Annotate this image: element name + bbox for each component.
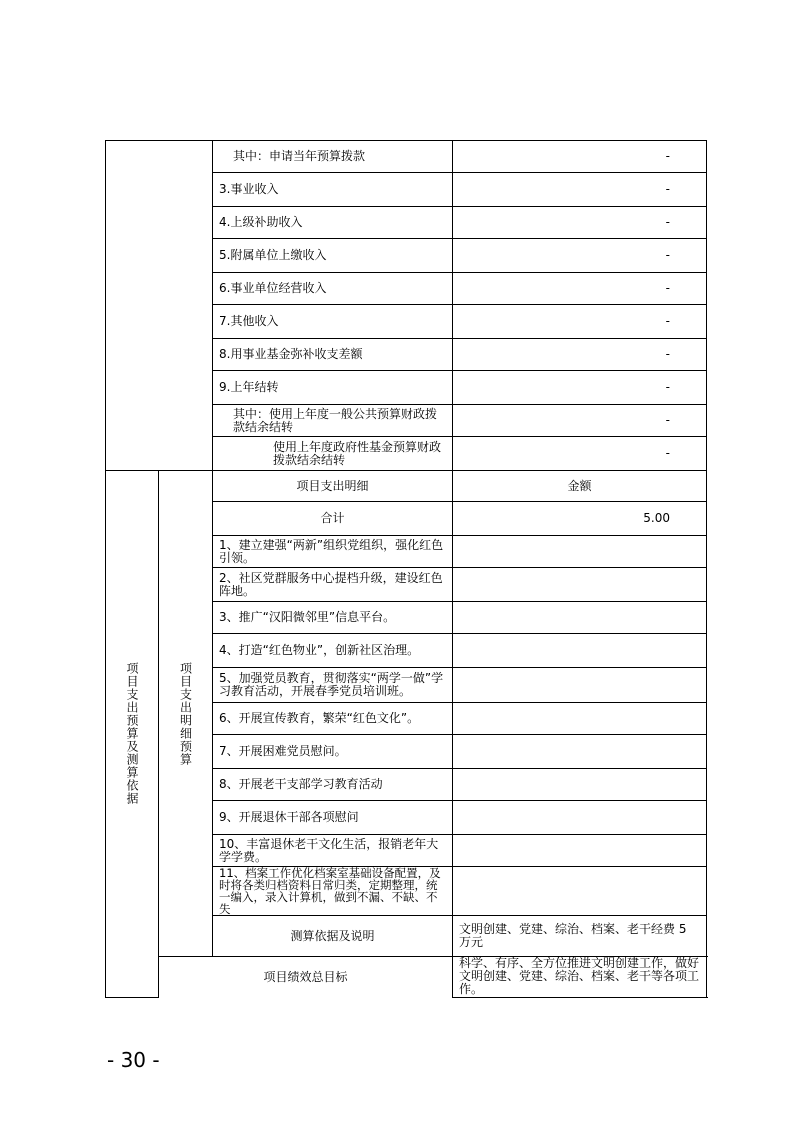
- income-value: -: [453, 207, 707, 239]
- income-value: -: [453, 371, 707, 405]
- income-value: -: [453, 405, 707, 437]
- expense-item-amount: [453, 801, 707, 835]
- income-value: -: [453, 173, 707, 207]
- expense-item-amount: [453, 769, 707, 801]
- income-label: 使用上年度政府性基金预算财政拨款结余结转: [213, 437, 453, 471]
- expense-item-amount: [453, 835, 707, 867]
- income-value: -: [453, 141, 707, 173]
- page-number: - 30 -: [107, 1048, 160, 1072]
- total-label: 合计: [213, 502, 453, 536]
- income-value: -: [453, 305, 707, 339]
- expense-sub-text: 项目支出明细预算: [178, 661, 193, 766]
- income-label: 其中：使用上年度一般公共预算财政拨款结余结转: [213, 405, 453, 437]
- goal-label: 项目绩效总目标: [159, 957, 453, 998]
- expense-item: 2、社区党群服务中心提档升级，建设红色阵地。: [213, 568, 453, 602]
- expense-item-amount: [453, 867, 707, 916]
- basis-text: 文明创建、党建、综治、档案、老干经费 5 万元: [453, 916, 707, 957]
- blank-cell: [106, 141, 213, 471]
- income-label: 9.上年结转: [213, 371, 453, 405]
- income-label: 5.附属单位上缴收入: [213, 239, 453, 273]
- income-label: 4.上级补助收入: [213, 207, 453, 239]
- income-label: 3.事业收入: [213, 173, 453, 207]
- expense-sub-label: [159, 471, 213, 957]
- goal-text: 科学、有序、全方位推进文明创建工作，做好文明创建、党建、综治、档案、老干等各项工作。: [453, 957, 707, 998]
- income-label: 其中：申请当年预算拨款: [213, 141, 453, 173]
- expense-item-amount: [453, 735, 707, 769]
- expense-item: 3、推广“汉阳微邻里”信息平台。: [213, 602, 453, 634]
- expense-item: 9、开展退休干部各项慰问: [213, 801, 453, 835]
- income-label: 8.用事业基金弥补收支差额: [213, 339, 453, 371]
- expense-item: 5、加强党员教育，贯彻落实“两学一做”学习教育活动，开展春季党员培训班。: [213, 668, 453, 703]
- expense-header-row: [106, 471, 707, 502]
- goal-row: [106, 957, 707, 998]
- income-row: [106, 141, 707, 173]
- expense-item-amount: [453, 668, 707, 703]
- income-value: -: [453, 239, 707, 273]
- detail-header: 项目支出明细: [213, 471, 453, 502]
- expense-item: 11、档案工作优化档案室基础设备配置，及时将各类归档资料日常归类，定期整理，统一编入，录入计算机，做到不漏、不缺、不失: [213, 867, 453, 916]
- expense-item-amount: [453, 703, 707, 735]
- expense-item-amount: [453, 568, 707, 602]
- total-value: 5.00: [453, 502, 707, 536]
- expense-item: 6、开展宣传教育，繁荣“红色文化”。: [213, 703, 453, 735]
- expense-item-amount: [453, 634, 707, 668]
- expense-item: 4、打造“红色物业”，创新社区治理。: [213, 634, 453, 668]
- basis-label: 测算依据及说明: [213, 916, 453, 957]
- budget-table: [105, 140, 706, 998]
- expense-item: 10、丰富退休老干文化生活，报销老年大学学费。: [213, 835, 453, 867]
- expense-item-amount: [453, 536, 707, 568]
- income-value: -: [453, 339, 707, 371]
- expense-item: 1、建立建强“两新”组织党组织，强化红色引领。: [213, 536, 453, 568]
- income-label: 7.其他收入: [213, 305, 453, 339]
- income-label: 6.事业单位经营收入: [213, 273, 453, 305]
- income-value: -: [453, 437, 707, 471]
- expense-section-label: [106, 471, 159, 998]
- amount-header: 金额: [453, 471, 707, 502]
- expense-section-text: 项目支出预算及测算依据: [125, 662, 139, 806]
- expense-item: 8、开展老干支部学习教育活动: [213, 769, 453, 801]
- income-value: -: [453, 273, 707, 305]
- expense-item-amount: [453, 602, 707, 634]
- expense-item: 7、开展困难党员慰问。: [213, 735, 453, 769]
